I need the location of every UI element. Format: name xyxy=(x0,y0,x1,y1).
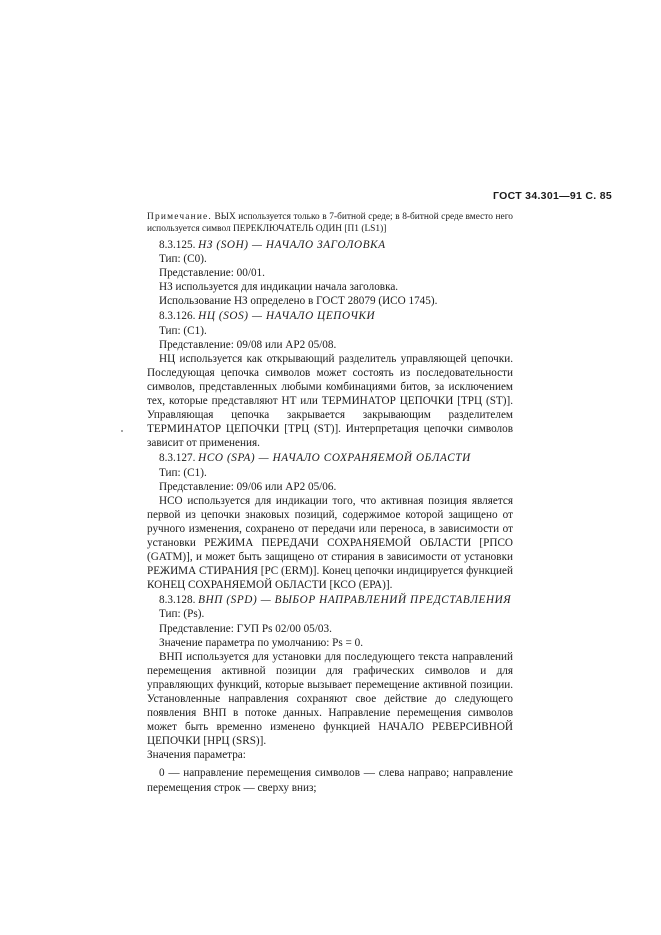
section-8-3-127-heading xyxy=(147,451,513,465)
type-line: Тип: (Ps). xyxy=(159,608,205,621)
paragraph: НСО используется для индикации того, что активная позиция является первой из цепочки знаковых позиций, содержимое которой защищено от ручного изменения, сохранено от передачи или переноса, в зависимости от установки РЕЖИМА ПЕРЕДАЧИ СОХРАНЯЕМОЙ ОБЛАСТИ [РПСО (GATM)], и может быть защищено от стирания в зависимости от установки РЕЖИМА СТИРАНИЯ [PC (ERM)]. Конец цепочки индицируется функцией КОНЕЦ СОХРАНЯЕМОЙ ОБЛАСТИ [КСО (ЕРА)]. xyxy=(147,494,513,592)
section-number: 8.3.126. xyxy=(159,310,196,323)
value-item-0: 0 — направление перемещения символов — слева направо; направление перемещения строк — сверху вниз; xyxy=(147,767,513,794)
note xyxy=(147,212,513,235)
section-title: НСО (SPA) — НАЧАЛО СОХРАНЯЕМОЙ ОБЛАСТИ xyxy=(198,452,471,465)
scan-speck xyxy=(121,430,123,432)
representation-line: Представление: ГУП Ps 02/00 05/03. xyxy=(159,622,332,635)
section-number: 8.3.127. xyxy=(159,452,196,465)
note-lead: Примечание. xyxy=(147,212,212,222)
type-line: Тип: (С1). xyxy=(159,466,207,479)
section-8-3-128-heading xyxy=(147,593,513,607)
paragraph: НЗ используется для индикации начала заголовка. xyxy=(159,281,399,294)
representation-line: Представление: 00/01. xyxy=(159,267,265,280)
paragraph: Использование НЗ определено в ГОСТ 28079 (ИСО 1745). xyxy=(159,295,438,308)
default-value-line: Значение параметра по умолчанию: Ps = 0. xyxy=(159,636,364,649)
document-body xyxy=(147,212,513,795)
section-8-3-126-heading xyxy=(147,309,513,323)
values-label: Значения параметра: xyxy=(147,749,246,762)
type-line: Тип: (С0). xyxy=(159,253,207,266)
paragraph: ВНП используется для установки для последующего текста направлений перемещения активной позиции для графических символов и для управляющих функций, которые вызывает перемещение активной позиции. Установленные направления сохраняют свое действие до следующего появления ВНП в потоке данных. Направление перемещения символов может быть временно изменено функцией НАЧАЛО РЕВЕРСИВНОЙ ЦЕПОЧКИ [НРЦ (SRS)]. xyxy=(147,650,513,748)
paragraph: НЦ используется как открывающий разделитель управляющей цепочки. Последующая цепочка символов может состоять из последовательности символов, представленных любыми комбинациями битов, за исключением тех, которые представляют НТ или ТЕРМИНАТОР ЦЕПОЧКИ [ТРЦ (ST)]. Управляющая цепочка закрывается закрывающим разделителем ТЕРМИНАТОР ЦЕПОЧКИ [ТРЦ (ST)]. Интерпретация цепочки символов зависит от применения. xyxy=(147,352,513,450)
representation-line: Представление: 09/06 или АР2 05/06. xyxy=(159,480,337,493)
section-title: НЗ (SOH) — НАЧАЛО ЗАГОЛОВКА xyxy=(198,239,386,251)
section-8-3-125-heading xyxy=(147,238,513,252)
page-header: ГОСТ 34.301—91 С. 85 xyxy=(493,190,612,202)
section-number: 8.3.125. xyxy=(159,239,196,251)
section-number: 8.3.128. xyxy=(159,594,196,607)
section-title: НЦ (SOS) — НАЧАЛО ЦЕПОЧКИ xyxy=(198,310,376,323)
type-line: Тип: (С1). xyxy=(159,324,207,337)
section-title: ВНП (SPD) — ВЫБОР НАПРАВЛЕНИЙ ПРЕДСТАВЛЕНИЯ xyxy=(198,594,512,607)
representation-line: Представление: 09/08 или АР2 05/08. xyxy=(159,338,337,351)
note-text: ВЫХ используется только в 7-битной среде; в 8-битной среде вместо него используется символ ПЕРЕКЛЮЧАТЕЛЬ ОДИН [П1 (LS1)] xyxy=(147,212,513,234)
